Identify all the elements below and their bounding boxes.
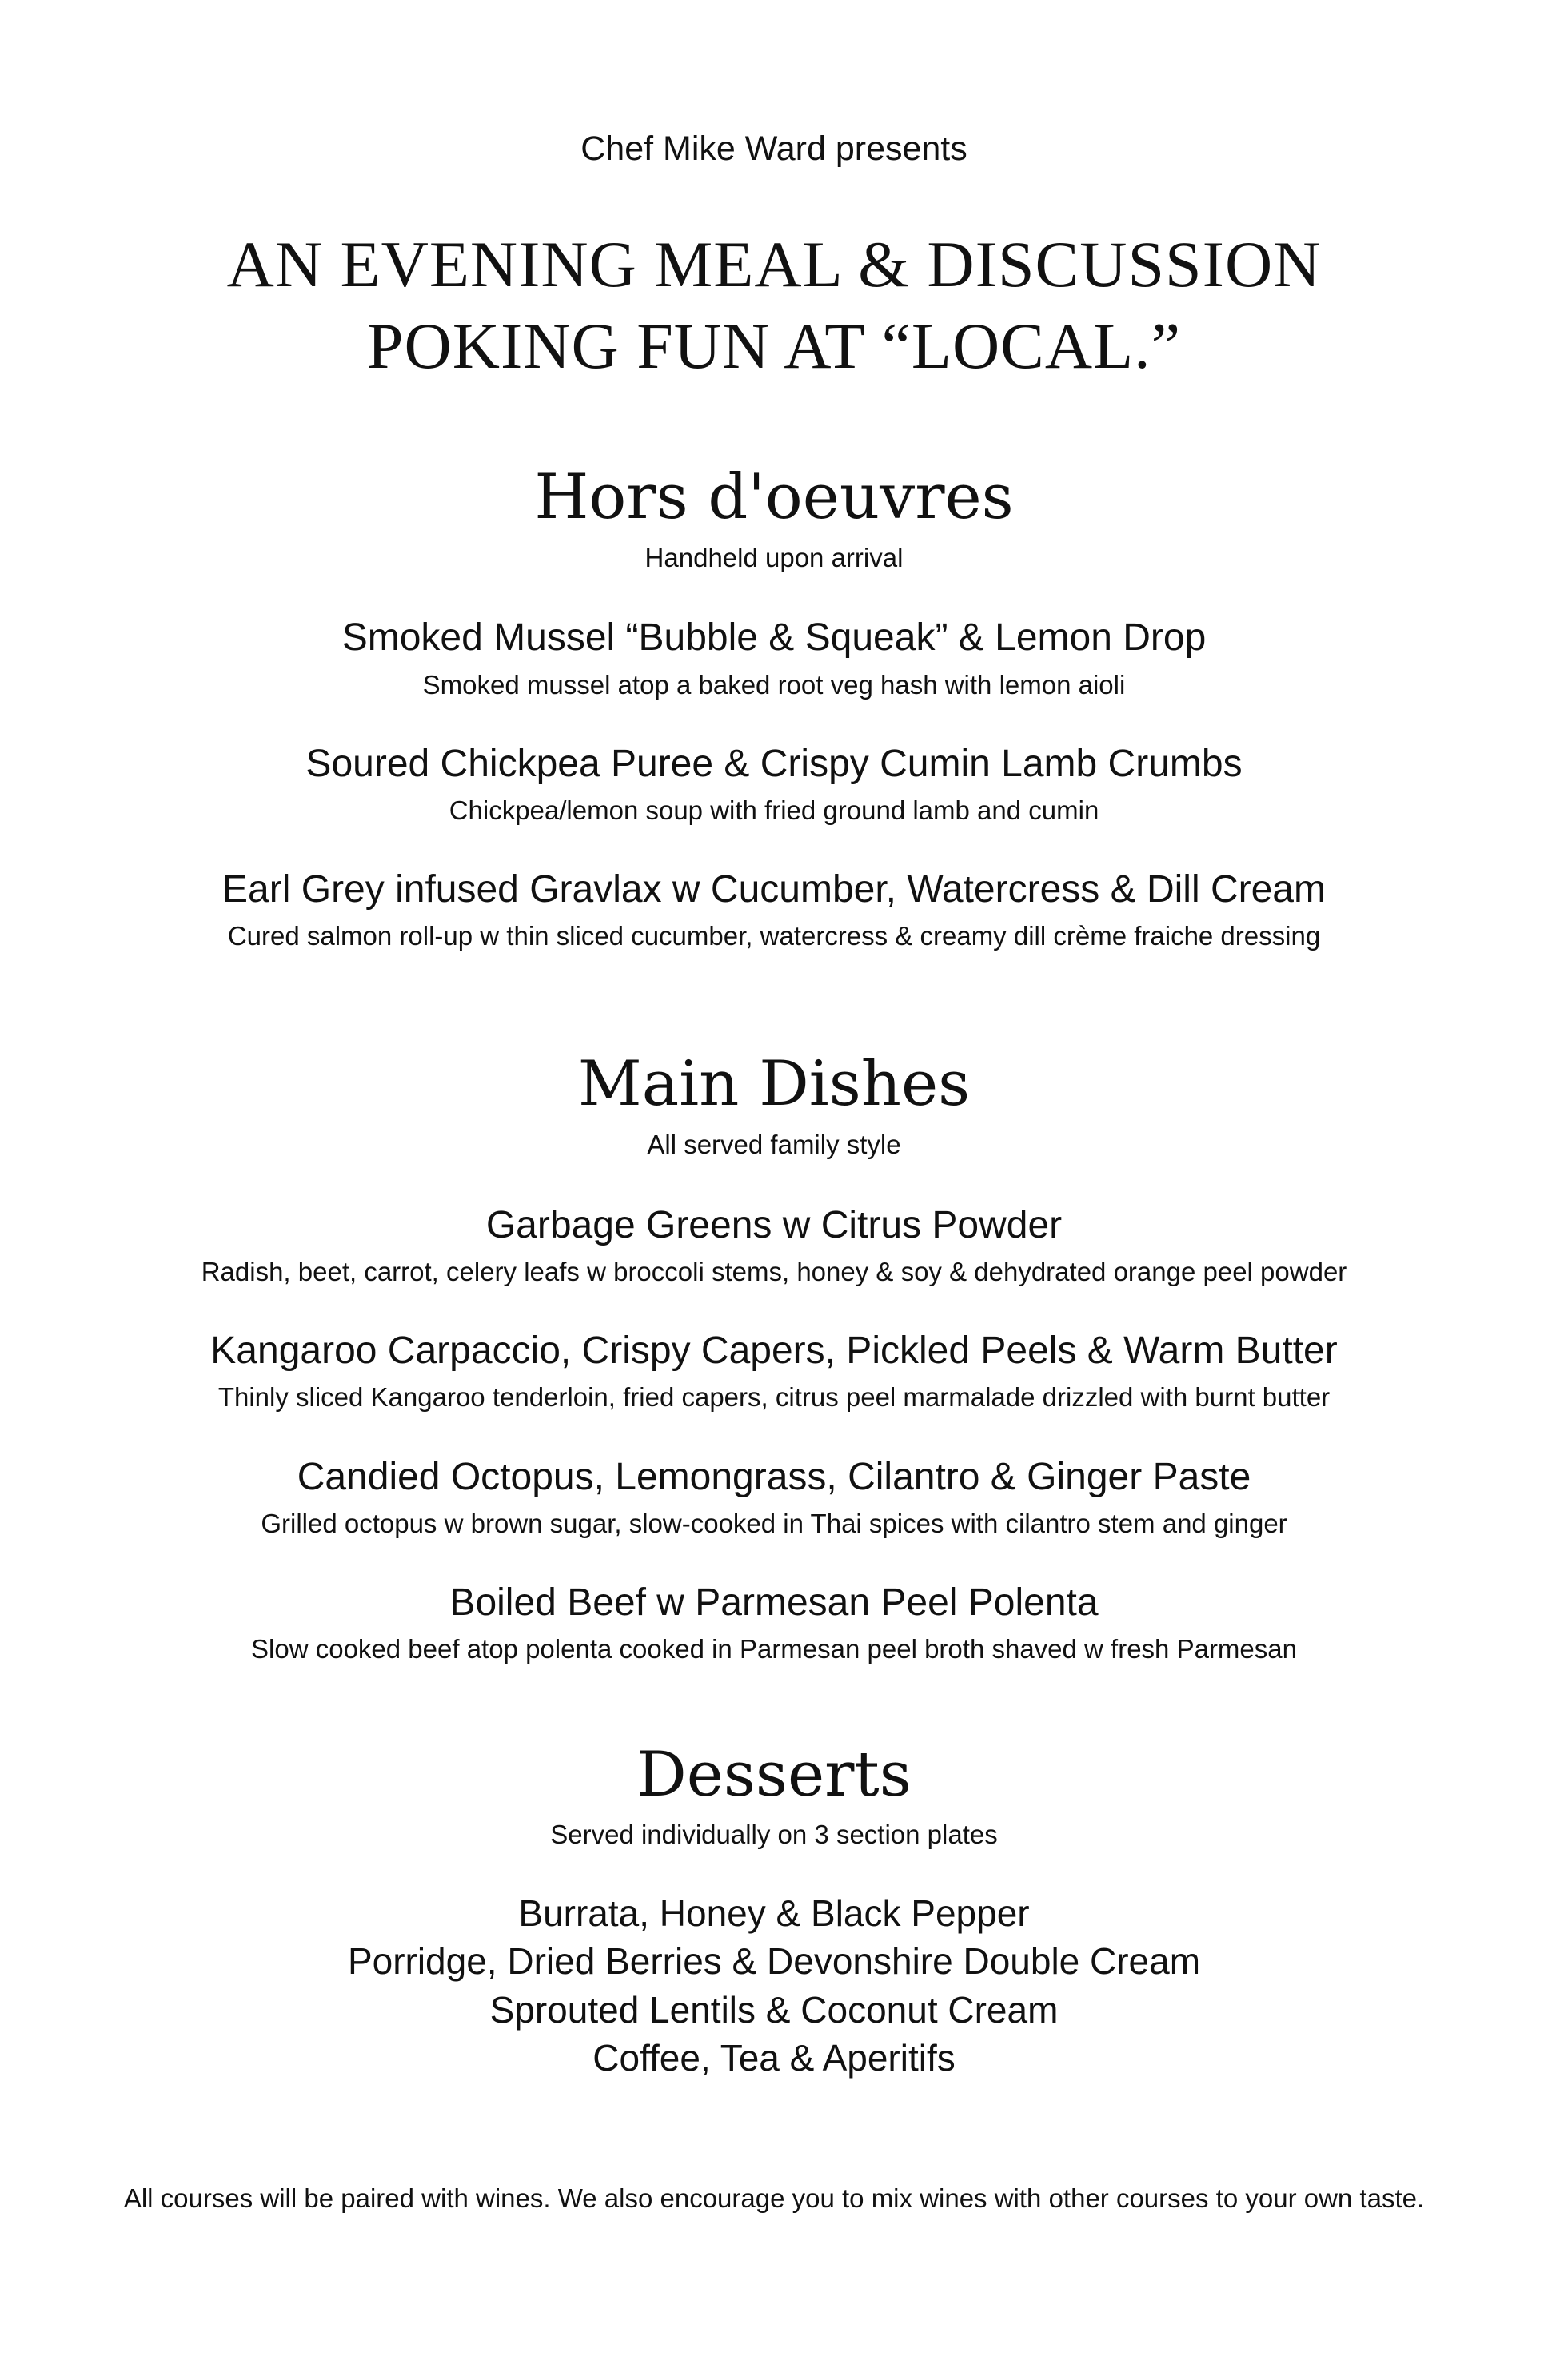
dish-name: Candied Octopus, Lemongrass, Cilantro & Ginger Paste <box>297 1456 1251 1498</box>
dish-description: Grilled octopus w brown sugar, slow-cooked in Thai spices with cilantro stem and ginger <box>261 1509 1287 1538</box>
dish-description: Slow cooked beef atop polenta cooked in Parmesan peel broth shaved w fresh Parmesan <box>251 1634 1297 1664</box>
dish-description: Thinly sliced Kangaroo tenderloin, fried capers, citrus peel marmalade drizzled with burnt butter <box>217 1382 1331 1412</box>
dessert-item: Porridge, Dried Berries & Devonshire Double Cream <box>347 1940 1201 1982</box>
dish-description: Radish, beet, carrot, celery leafs w broccoli stems, honey & soy & dehydrated orange peel powder <box>201 1257 1347 1286</box>
footer-note: All courses will be paired with wines. We also encourage you to mix wines with other courses to your own taste. <box>123 2183 1425 2213</box>
dish-description: Cured salmon roll-up w thin sliced cucumber, watercress & creamy dill crème fraiche dressing <box>227 921 1321 951</box>
dessert-item: Sprouted Lentils & Coconut Cream <box>489 1989 1059 2031</box>
section-title-desserts: Desserts <box>636 1739 912 1811</box>
dish-name: Garbage Greens w Citrus Powder <box>485 1204 1063 1246</box>
dessert-item: Burrata, Honey & Black Pepper <box>518 1892 1030 1934</box>
dish-name: Soured Chickpea Puree & Crispy Cumin Lamb Crumbs <box>305 743 1243 785</box>
dessert-item: Coffee, Tea & Aperitifs <box>592 2037 956 2079</box>
dish-name: Smoked Mussel “Bubble & Squeak” & Lemon Drop <box>341 616 1207 659</box>
event-title-line-2: POKING FUN AT “LOCAL.” <box>366 309 1182 382</box>
section-title-main-dishes: Main Dishes <box>577 1048 971 1120</box>
dish-description: Smoked mussel atop a baked root veg hash with lemon aioli <box>422 670 1126 700</box>
dish-name: Kangaroo Carpaccio, Crispy Capers, Pickled Peels & Warm Butter <box>210 1330 1338 1372</box>
presenter-line: Chef Mike Ward presents <box>580 130 967 168</box>
dish-name: Boiled Beef w Parmesan Peel Polenta <box>449 1581 1099 1624</box>
section-note-main-dishes: All served family style <box>647 1130 901 1159</box>
section-note-desserts: Served individually on 3 section plates <box>550 1820 998 1849</box>
event-title-line-1: AN EVENING MEAL & DISCUSSION <box>226 228 1322 301</box>
section-note-hors-doeuvres: Handheld upon arrival <box>644 543 904 572</box>
section-title-hors-doeuvres: Hors d'oeuvres <box>534 461 1014 533</box>
dish-description: Chickpea/lemon soup with fried ground lamb and cumin <box>449 795 1099 825</box>
dish-name: Earl Grey infused Gravlax w Cucumber, Watercress & Dill Cream <box>222 868 1326 911</box>
